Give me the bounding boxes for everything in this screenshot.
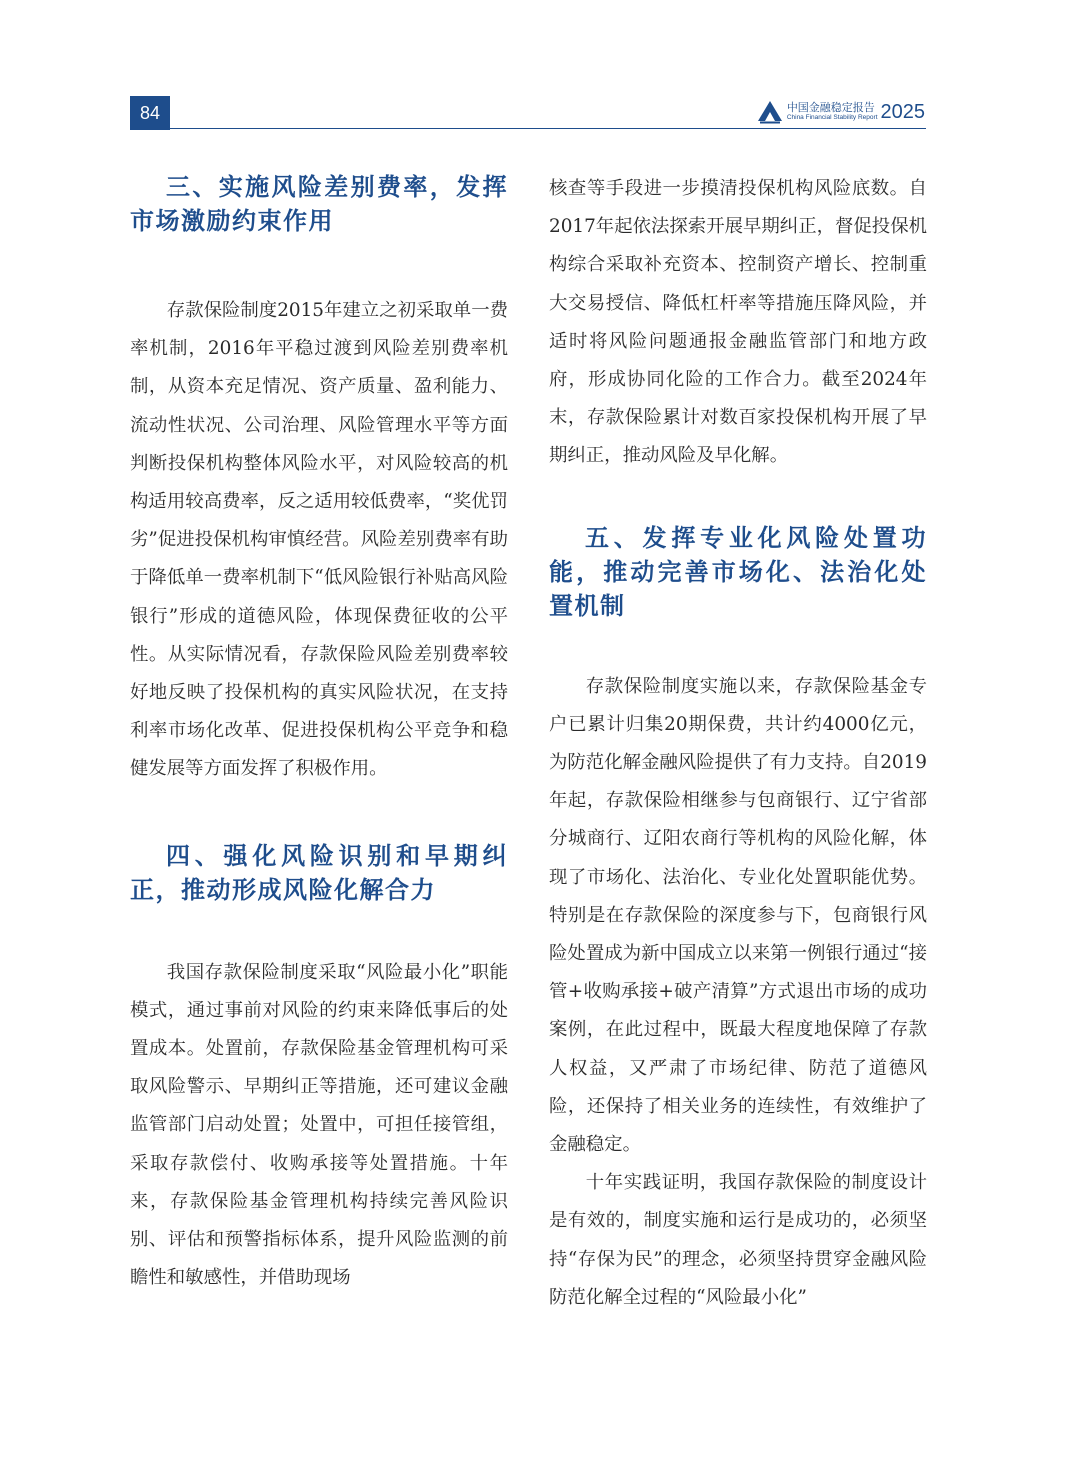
report-year: 2025 (880, 100, 925, 123)
report-title-en: China Financial Stability Report (786, 114, 878, 122)
report-logo-icon (757, 100, 783, 124)
section-5-paragraph-1: 存款保险制度实施以来，存款保险基金专户已累计归集20期保费，共计约4000亿元，为防范化解金融风险提供了有力支持。自2019年起，存款保险相继参与包商银行、辽宁省部分城商行、辽阳农商行等机构的风险化解，体现了市场化、法治化、专业化处置职能优势。特别是在存款保险的深度参与下，包商银行风险处置成为新中国成立以来第一例银行通过“接管+收购承接+破产清算”方式退出市场的成功案例，在此过程中，既最大程度地保障了存款人权益，又严肃了市场纪律、防范了道德风险，还保持了相关业务的连续性，有效维护了金融稳定。 (549, 675, 927, 1156)
report-brand (757, 98, 925, 126)
section-3-paragraph: 存款保险制度2015年建立之初采取单一费率机制，2016年平稳过渡到风险差别费率机制，从资本充足情况、资产质量、盈利能力、流动性状况、公司治理、风险管理水平等方面判断投保机构整体风险水平，对风险较高的机构适用较高费率，反之适用较低费率，“奖优罚劣”促进投保机构审慎经营。风险差别费率有助于降低单一费率机制下“低风险银行补贴高风险银行”形成的道德风险，体现保费征收的公平性。从实际情况看，存款保险风险差别费率较好地反映了投保机构的真实风险状况，在支持利率市场化改革、促进投保机构公平竞争和稳健发展等方面发挥了积极作用。 (130, 300, 508, 780)
section-5-paragraph-2: 十年实践证明，我国存款保险的制度设计是有效的，制度实施和运行是成功的，必须坚持“存保为民”的理念，必须坚持贯穿金融风险防范化解全过程的“风险最小化” (549, 1172, 927, 1308)
header-rule (130, 128, 926, 129)
section-4-heading: 四、强化风险识别和早期纠正，推动形成风险化解合力 (130, 841, 508, 904)
report-title-cn: 中国金融稳定报告 (786, 101, 875, 115)
left-column (130, 170, 508, 1297)
right-column (549, 170, 927, 1317)
section-4-paragraph-continued: 核查等手段进一步摸清投保机构风险底数。自2017年起依法探索开展早期纠正，督促投保机构综合采取补充资本、控制资产增长、控制重大交易授信、降低杠杆率等措施压降风险，并适时将风险问题通报金融监管部门和地方政府，形成协同化险的工作合力。截至2024年末，存款保险累计对数百家投保机构开展了早期纠正，推动风险及早化解。 (549, 178, 927, 467)
page-number: 84 (130, 96, 170, 130)
section-3-heading: 三、实施风险差别费率，发挥市场激励约束作用 (130, 173, 508, 235)
section-5-heading: 五、发挥专业化风险处置功能，推动完善市场化、法治化处置机制 (549, 523, 927, 620)
section-4-paragraph: 我国存款保险制度采取“风险最小化”职能模式，通过事前对风险的约束来降低事后的处置成本。处置前，存款保险基金管理机构可采取风险警示、早期纠正等措施，还可建议金融监管部门启动处置；处置中，可担任接管组，采取存款偿付、收购承接等处置措施。十年来，存款保险基金管理机构持续完善风险识别、评估和预警指标体系，提升风险监测的前瞻性和敏感性，并借助现场 (130, 961, 508, 1289)
